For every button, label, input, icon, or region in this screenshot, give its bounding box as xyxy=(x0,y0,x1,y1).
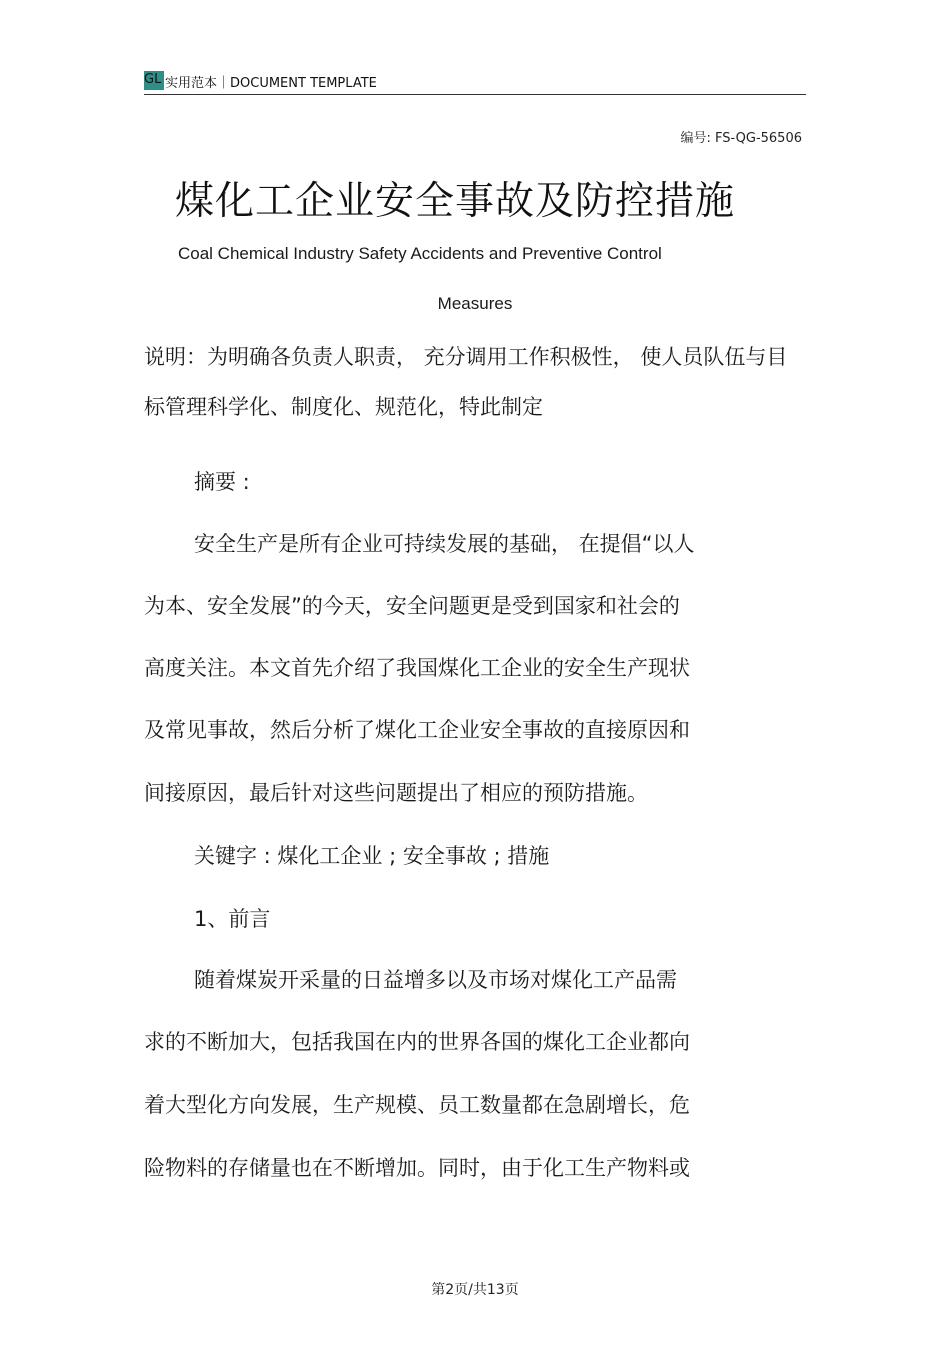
document-title: 煤化工企业安全事故及防控措施 xyxy=(174,179,735,224)
abstract-label: 摘要 : xyxy=(194,470,250,494)
header-title: 实用范本｜DOCUMENT TEMPLATE xyxy=(165,76,377,91)
abstract-line: 间接原因，最后针对这些问题提出了相应的预防措施。 xyxy=(144,781,648,805)
body-line: 着大型化方向发展，生产规模、员工数量都在急剧增长，危 xyxy=(144,1093,690,1117)
body-line: 险物料的存储量也在不断增加。同时，由于化工生产物料或 xyxy=(144,1156,690,1180)
description-line-1: 说明：为明确各负责人职责， 充分调用工作积极性， 使人员队伍与目 xyxy=(144,345,788,369)
english-title-line-1: Coal Chemical Industry Safety Accidents and Preventive Control xyxy=(178,244,662,263)
logo-text: GL xyxy=(144,72,162,87)
abstract-line: 及常见事故，然后分析了煤化工企业安全事故的直接原因和 xyxy=(144,718,690,742)
abstract-line: 高度关注。本文首先介绍了我国煤化工企业的安全生产现状 xyxy=(144,656,690,680)
body-line: 求的不断加大，包括我国在内的世界各国的煤化工企业都向 xyxy=(144,1030,690,1054)
body-line: 随着煤炭开采量的日益增多以及市场对煤化工产品需 xyxy=(194,968,677,992)
description-line-2: 标管理科学化、制度化、规范化，特此制定 xyxy=(144,395,543,419)
page-footer: 第2页/共13页 xyxy=(431,1282,519,1298)
document-number: 编号: FS-QG-56506 xyxy=(680,131,802,146)
abstract-line: 为本、安全发展”的今天，安全问题更是受到国家和社会的 xyxy=(144,594,680,618)
abstract-line: 安全生产是所有企业可持续发展的基础， 在提倡“以人 xyxy=(194,532,695,556)
english-title-line-2: Measures xyxy=(437,294,513,313)
section-heading: 1、前言 xyxy=(194,907,271,931)
keywords: 关键字 : 煤化工企业 ; 安全事故 ; 措施 xyxy=(194,844,550,868)
page-header xyxy=(144,70,806,95)
